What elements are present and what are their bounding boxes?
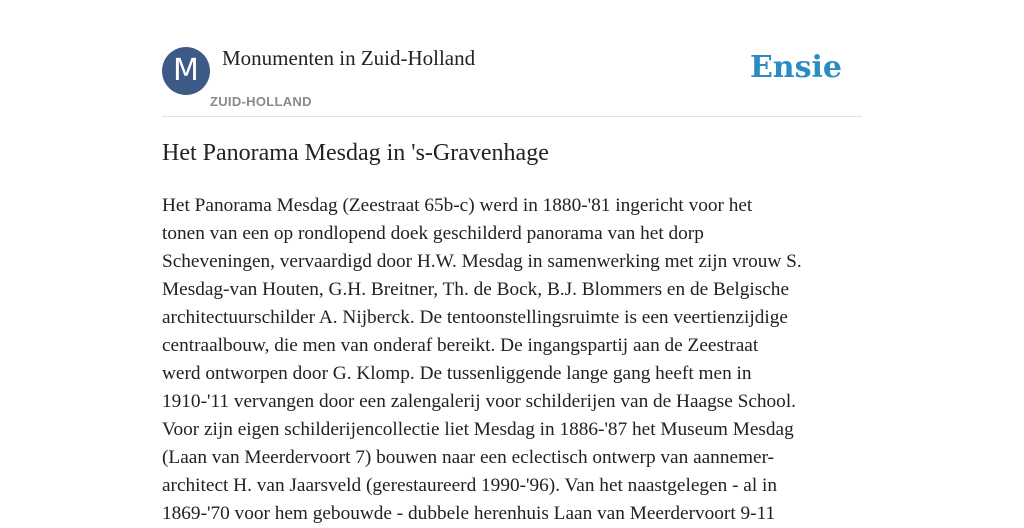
- collection-header: [162, 44, 862, 117]
- collection-subtitle[interactable]: ZUID-HOLLAND: [210, 94, 312, 109]
- article-line: architectuurschilder A. Nijberck. De tentoonstellingsruimte is een veertienzijdige: [162, 307, 788, 328]
- article-line: (Laan van Meerdervoort 7) bouwen naar een eclectisch ontwerp van aannemer-: [162, 447, 775, 468]
- article-line: werd ontworpen door G. Klomp. De tussenliggende lange gang heeft men in: [162, 363, 752, 384]
- collection-avatar[interactable]: M: [162, 47, 210, 95]
- article-line: tonen van een op rondlopend doek geschilderd panorama van het dorp: [162, 223, 704, 244]
- article-line: Voor zijn eigen schilderijencollectie liet Mesdag in 1886-'87 het Museum Mesdag: [162, 419, 794, 440]
- article-line: 1869-'70 voor hem gebouwde - dubbele herenhuis Laan van Meerdervoort 9-11: [162, 503, 776, 524]
- ensie-logo[interactable]: Ensie: [749, 50, 842, 85]
- article-line: architect H. van Jaarsveld (gerestaureerd 1990-'96). Van het naastgelegen - al in: [162, 475, 778, 496]
- article-line: centraalbouw, die men van onderaf bereikt. De ingangspartij aan de Zeestraat: [162, 335, 759, 356]
- article-title: Het Panorama Mesdag in 's-Gravenhage: [162, 140, 549, 166]
- article-line: Mesdag-van Houten, G.H. Breitner, Th. de Bock, B.J. Blommers en de Belgische: [162, 279, 789, 300]
- article-line: Het Panorama Mesdag (Zeestraat 65b-c) werd in 1880-'81 ingericht voor het: [162, 195, 753, 216]
- collection-title[interactable]: Monumenten in Zuid-Holland: [222, 46, 476, 70]
- article-line: 1910-'11 vervangen door een zalengalerij voor schilderijen van de Haagse School.: [162, 391, 796, 412]
- article-line: Scheveningen, vervaardigd door H.W. Mesdag in samenwerking met zijn vrouw S.: [162, 251, 802, 272]
- article-body: [162, 192, 872, 528]
